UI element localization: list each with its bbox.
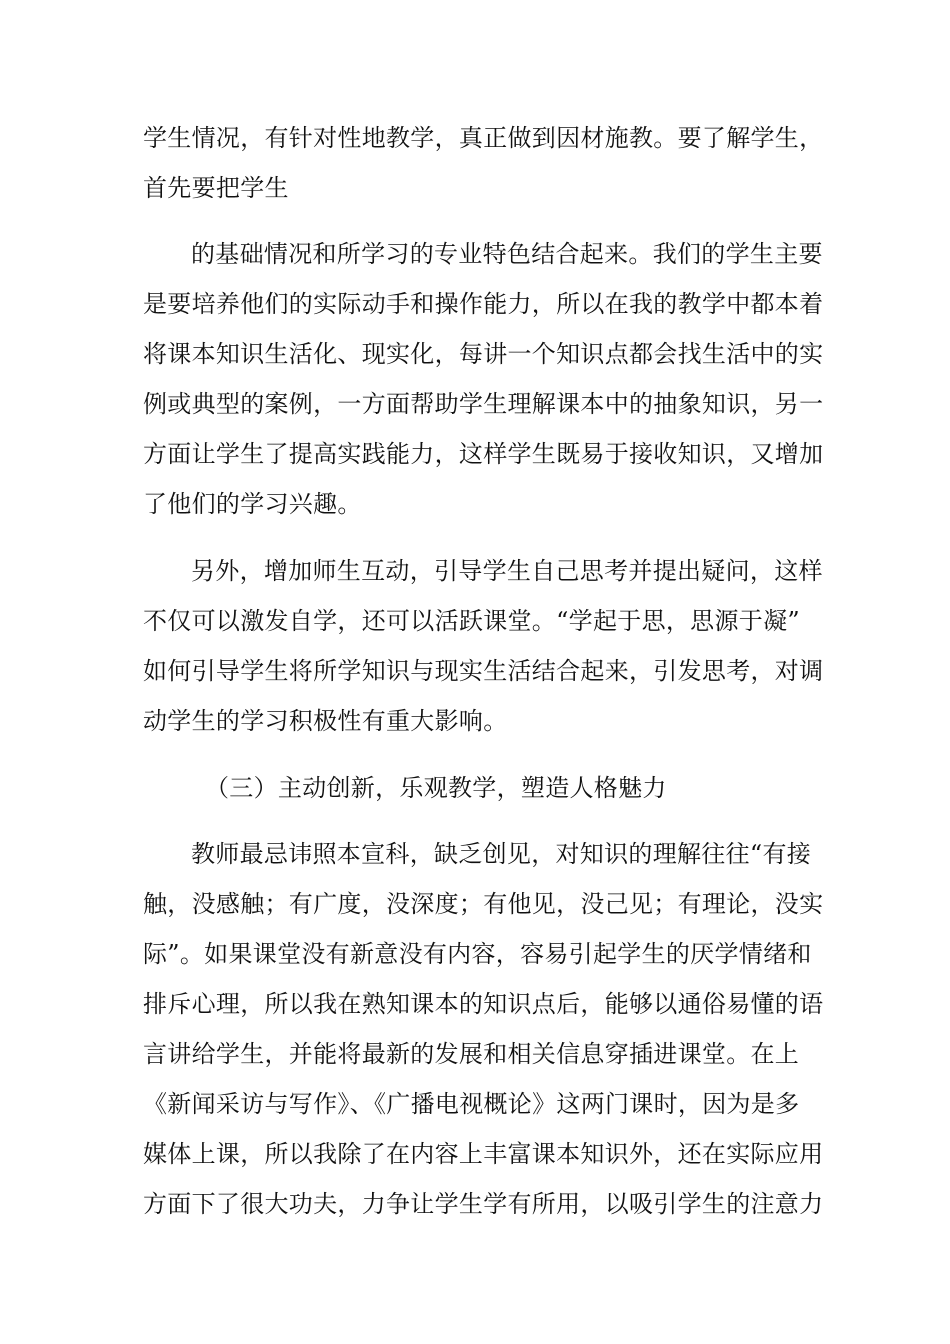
text-line: 触，没感触；有广度，没深度；有他见，没己见；有理论，没实 xyxy=(143,890,824,918)
text-line: 例或典型的案例，一方面帮助学生理解课本中的抽象知识，另一 xyxy=(143,390,824,418)
text-line: 首先要把学生 xyxy=(143,174,289,202)
paragraph-start-line: 的基础情况和所学习的专业特色结合起来。我们的学生主要 xyxy=(191,240,823,268)
paragraph-start-line: 另外，增加师生互动，引导学生自己思考并提出疑问，这样 xyxy=(191,557,823,585)
text-line: 际”。如果课堂没有新意没有内容，容易引起学生的厌学情绪和 xyxy=(143,940,812,968)
text-line: 将课本知识生活化、现实化，每讲一个知识点都会找生活中的实 xyxy=(143,340,824,368)
text-line: 学生情况，有针对性地教学，真正做到因材施教。要了解学生， xyxy=(143,124,824,152)
text-line: 了他们的学习兴趣。 xyxy=(143,490,362,518)
text-line: 《新闻采访与写作》、《广播电视概论》这两门课时，因为是多 xyxy=(143,1090,800,1118)
text-line: 媒体上课，所以我除了在内容上丰富课本知识外，还在实际应用 xyxy=(143,1140,824,1168)
text-line: 方面下了很大功夫，力争让学生学有所用，以吸引学生的注意力 xyxy=(143,1190,824,1218)
text-line: 是要培养他们的实际动手和操作能力，所以在我的教学中都本着 xyxy=(143,290,824,318)
text-line: 如何引导学生将所学知识与现实生活结合起来，引发思考，对调 xyxy=(143,657,824,685)
text-line: 言讲给学生，并能将最新的发展和相关信息穿插进课堂。在上 xyxy=(143,1040,800,1068)
text-line: 动学生的学习积极性有重大影响。 xyxy=(143,707,508,735)
section-heading: （三）主动创新，乐观教学，塑造人格魅力 xyxy=(205,774,667,802)
text-line: 方面让学生了提高实践能力，这样学生既易于接收知识，又增加 xyxy=(143,440,824,468)
paragraph-start-line: 教师最忌讳照本宣科，缺乏创见，对知识的理解往往“有接 xyxy=(191,840,812,868)
text-line: 不仅可以激发自学，还可以活跃课堂。“学起于思，思源于凝” xyxy=(143,607,800,635)
text-line: 排斥心理，所以我在熟知课本的知识点后，能够以通俗易懂的语 xyxy=(143,990,824,1018)
